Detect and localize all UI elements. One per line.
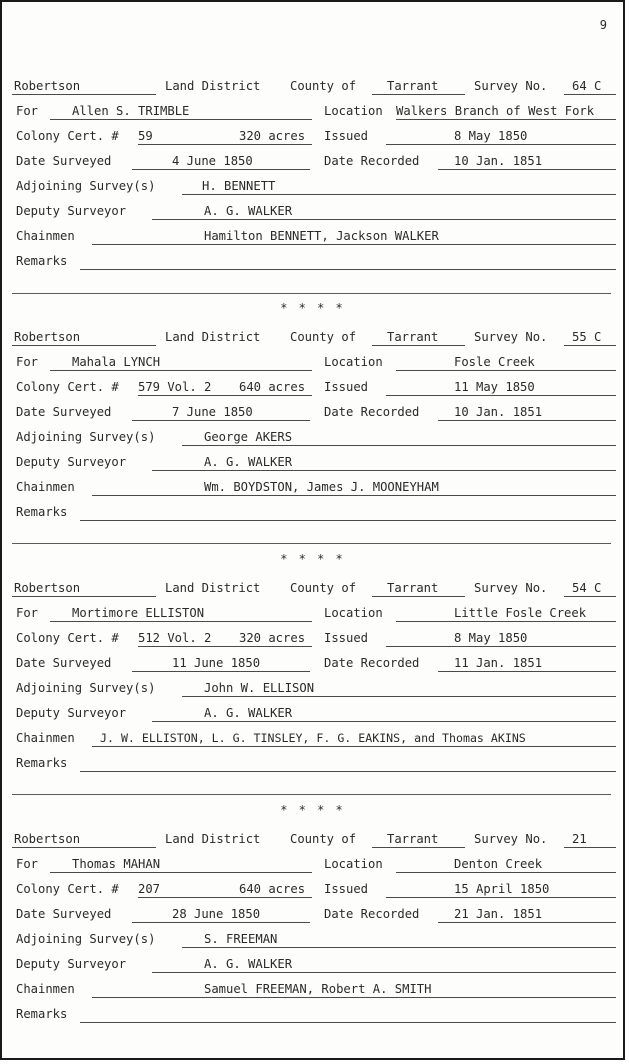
- adjoining-label: Adjoining Survey(s): [16, 179, 156, 193]
- colony-cert-label: Colony Cert. #: [16, 380, 119, 394]
- county-label: County of: [290, 832, 357, 846]
- county-value: Tarrant: [387, 330, 439, 344]
- county-label: County of: [290, 79, 357, 93]
- cert-value: 579 Vol. 2: [138, 380, 212, 394]
- acres-value: 320 acres: [239, 129, 306, 143]
- survey-no-label: Survey No.: [474, 581, 548, 595]
- district-value: Robertson: [14, 79, 81, 93]
- chainmen-label: Chainmen: [16, 229, 75, 243]
- date-surveyed-value: 28 June 1850: [172, 907, 261, 921]
- remarks-label: Remarks: [16, 254, 68, 268]
- date-recorded-value: 11 Jan. 1851: [454, 656, 543, 670]
- acres-value: 320 acres: [239, 631, 306, 645]
- for-label: For: [16, 355, 39, 369]
- date-surveyed-label: Date Surveyed: [16, 405, 112, 419]
- chainmen-value: Wm. BOYDSTON, James J. MOONEYHAM: [204, 480, 439, 494]
- date-recorded-label: Date Recorded: [324, 907, 420, 921]
- date-surveyed-value: 4 June 1850: [172, 154, 253, 168]
- issued-label: Issued: [324, 129, 369, 143]
- chainmen-value: Hamilton BENNETT, Jackson WALKER: [204, 229, 439, 243]
- county-value: Tarrant: [387, 581, 439, 595]
- cert-value: 59: [138, 129, 153, 143]
- colony-cert-label: Colony Cert. #: [16, 882, 119, 896]
- issued-value: 15 April 1850: [454, 882, 550, 896]
- colony-cert-label: Colony Cert. #: [16, 129, 119, 143]
- date-surveyed-label: Date Surveyed: [16, 656, 112, 670]
- survey-no-value: 64 C: [572, 79, 602, 93]
- deputy-label: Deputy Surveyor: [16, 957, 127, 971]
- acres-value: 640 acres: [239, 380, 306, 394]
- survey-no-label: Survey No.: [474, 832, 548, 846]
- district-value: Robertson: [14, 581, 81, 595]
- deputy-label: Deputy Surveyor: [16, 706, 127, 720]
- for-label: For: [16, 606, 39, 620]
- location-value: Little Fosle Creek: [454, 606, 587, 620]
- date-recorded-label: Date Recorded: [324, 154, 420, 168]
- remarks-label: Remarks: [16, 756, 68, 770]
- deputy-label: Deputy Surveyor: [16, 455, 127, 469]
- adjoining-value: John W. ELLISON: [204, 681, 315, 695]
- land-district-label: Land District: [165, 581, 261, 595]
- adjoining-label: Adjoining Survey(s): [16, 932, 156, 946]
- land-district-label: Land District: [165, 832, 261, 846]
- chainmen-label: Chainmen: [16, 731, 75, 745]
- location-label: Location: [324, 857, 383, 871]
- chainmen-value: J. W. ELLISTON, L. G. TINSLEY, F. G. EAKINS, and Thomas AKINS: [100, 731, 526, 745]
- issued-label: Issued: [324, 882, 369, 896]
- location-value: Walkers Branch of West Fork: [396, 104, 595, 118]
- issued-label: Issued: [324, 631, 369, 645]
- survey-no-value: 21: [572, 832, 587, 846]
- acres-value: 640 acres: [239, 882, 306, 896]
- date-surveyed-value: 7 June 1850: [172, 405, 253, 419]
- issued-label: Issued: [324, 380, 369, 394]
- grantee-value: Allen S. TRIMBLE: [72, 104, 190, 118]
- grantee-value: Thomas MAHAN: [72, 857, 161, 871]
- for-label: For: [16, 104, 39, 118]
- land-district-label: Land District: [165, 79, 261, 93]
- date-recorded-label: Date Recorded: [324, 656, 420, 670]
- location-value: Denton Creek: [454, 857, 543, 871]
- date-recorded-value: 21 Jan. 1851: [454, 907, 543, 921]
- adjoining-label: Adjoining Survey(s): [16, 681, 156, 695]
- deputy-value: A. G. WALKER: [204, 957, 293, 971]
- record-separator: * * * *: [280, 301, 345, 315]
- survey-no-value: 54 C: [572, 581, 602, 595]
- location-value: Fosle Creek: [454, 355, 535, 369]
- grantee-value: Mahala LYNCH: [72, 355, 161, 369]
- county-value: Tarrant: [387, 79, 439, 93]
- deputy-value: A. G. WALKER: [204, 455, 293, 469]
- district-value: Robertson: [14, 832, 81, 846]
- chainmen-label: Chainmen: [16, 982, 75, 996]
- colony-cert-label: Colony Cert. #: [16, 631, 119, 645]
- deputy-label: Deputy Surveyor: [16, 204, 127, 218]
- adjoining-value: George AKERS: [204, 430, 293, 444]
- county-value: Tarrant: [387, 832, 439, 846]
- location-label: Location: [324, 104, 383, 118]
- location-label: Location: [324, 355, 383, 369]
- grantee-value: Mortimore ELLISTON: [72, 606, 205, 620]
- record-separator: * * * *: [280, 803, 345, 817]
- adjoining-value: S. FREEMAN: [204, 932, 278, 946]
- date-recorded-value: 10 Jan. 1851: [454, 154, 543, 168]
- county-label: County of: [290, 330, 357, 344]
- adjoining-value: H. BENNETT: [202, 179, 276, 193]
- deputy-value: A. G. WALKER: [204, 204, 293, 218]
- date-surveyed-label: Date Surveyed: [16, 907, 112, 921]
- adjoining-label: Adjoining Survey(s): [16, 430, 156, 444]
- land-district-label: Land District: [165, 330, 261, 344]
- survey-no-label: Survey No.: [474, 330, 548, 344]
- location-label: Location: [324, 606, 383, 620]
- date-surveyed-label: Date Surveyed: [16, 154, 112, 168]
- for-label: For: [16, 857, 39, 871]
- district-value: Robertson: [14, 330, 81, 344]
- chainmen-value: Samuel FREEMAN, Robert A. SMITH: [204, 982, 432, 996]
- issued-value: 8 May 1850: [454, 631, 528, 645]
- date-recorded-value: 10 Jan. 1851: [454, 405, 543, 419]
- deputy-value: A. G. WALKER: [204, 706, 293, 720]
- chainmen-label: Chainmen: [16, 480, 75, 494]
- date-recorded-label: Date Recorded: [324, 405, 420, 419]
- county-label: County of: [290, 581, 357, 595]
- remarks-label: Remarks: [16, 1007, 68, 1021]
- page-number: 9: [599, 18, 607, 32]
- cert-value: 207: [138, 882, 161, 896]
- remarks-label: Remarks: [16, 505, 68, 519]
- survey-no-label: Survey No.: [474, 79, 548, 93]
- record-separator: * * * *: [280, 552, 345, 566]
- issued-value: 11 May 1850: [454, 380, 535, 394]
- issued-value: 8 May 1850: [454, 129, 528, 143]
- date-surveyed-value: 11 June 1850: [172, 656, 261, 670]
- survey-no-value: 55 C: [572, 330, 602, 344]
- cert-value: 512 Vol. 2: [138, 631, 212, 645]
